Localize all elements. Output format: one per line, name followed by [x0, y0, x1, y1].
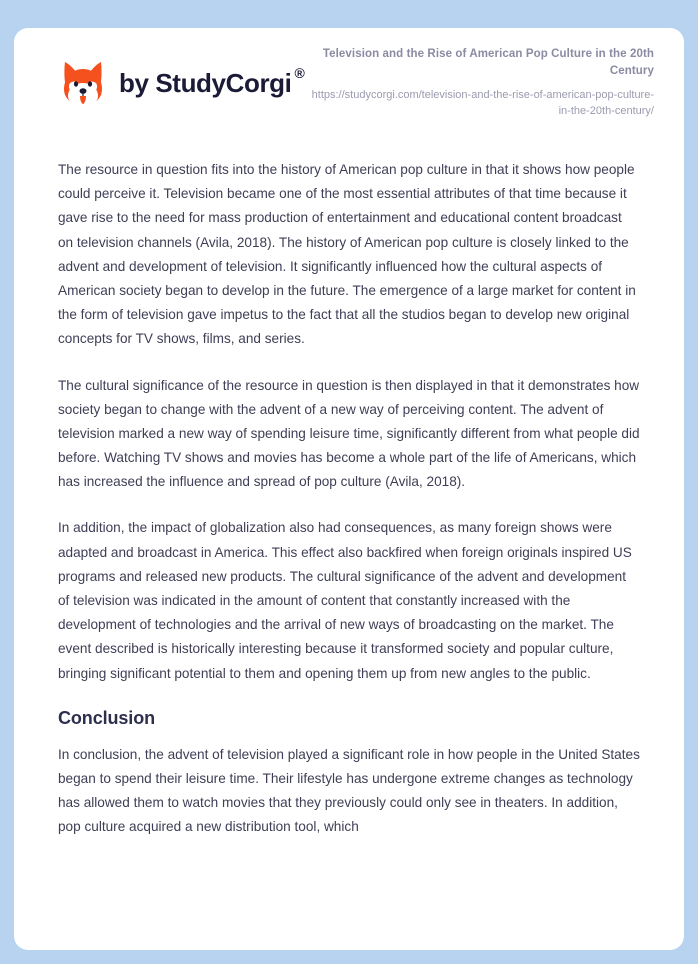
- body-paragraph: The resource in question fits into the history of American pop culture in that it shows how people could perceive it. Television became one of the most essential attributes of that time because it gave rise to the need for mass production of entertainment and educational content broadcast on television channels (Avila, 2018). The history of American pop culture is closely linked to the advent and development of television. It significantly influenced how the cultural aspects of American society began to develop in the future. The emergence of a large market for content in the form of television gave impetus to the fact that all the studios began to develop new original concepts for TV shows, films, and series.: [58, 162, 636, 347]
- document-page: [14, 28, 684, 950]
- document-header: [14, 28, 684, 132]
- brand-logo-group[interactable]: [58, 52, 304, 108]
- corgi-logo-icon: [58, 58, 108, 108]
- body-paragraph: In addition, the impact of globalization also had consequences, as many foreign shows were adapted and broadcast in America. This effect also backfired when foreign originals inspired US programs and released new products. The cultural significance of the advent and development of television was indicated in the amount of content that constantly increased with the development of technologies and the arrival of new ways of broadcasting on the market. The event described is historically interesting because it transformed society and popular culture, bringing significant potential to them and opening them up from new angles to the public.: [58, 520, 632, 681]
- document-title: Television and the Rise of American Pop Culture in the 20th Century: [322, 48, 654, 78]
- brand-wordmark: [119, 65, 305, 98]
- brand-wordmark-text: by StudyCorgi: [119, 68, 292, 98]
- document-meta: [309, 40, 654, 119]
- document-body: [14, 132, 684, 840]
- conclusion-heading: Conclusion: [58, 707, 155, 728]
- conclusion-paragraph: In conclusion, the advent of television played a significant role in how people in the United States began to spend their leisure time. Their lifestyle has undergone extreme changes as technology has allowed them to watch movies that they previously could only see in theaters. In addition, pop culture acquired a new distribution tool, which: [58, 746, 640, 835]
- registered-trademark-icon: ®: [294, 65, 305, 81]
- body-paragraph: The cultural significance of the resource in question is then displayed in that it demonstrates how society began to change with the advent of a new way of perceiving content. The advent of television marked a new way of spending leisure time, significantly different from what people did before. Watching TV shows and movies has become a whole part of the life of Americans, which has increased the influence and spread of pop culture (Avila, 2018).: [58, 377, 640, 490]
- document-source-url[interactable]: https://studycorgi.com/television-and-the-rise-of-american-pop-culture-in-the-20th-century/: [311, 88, 654, 117]
